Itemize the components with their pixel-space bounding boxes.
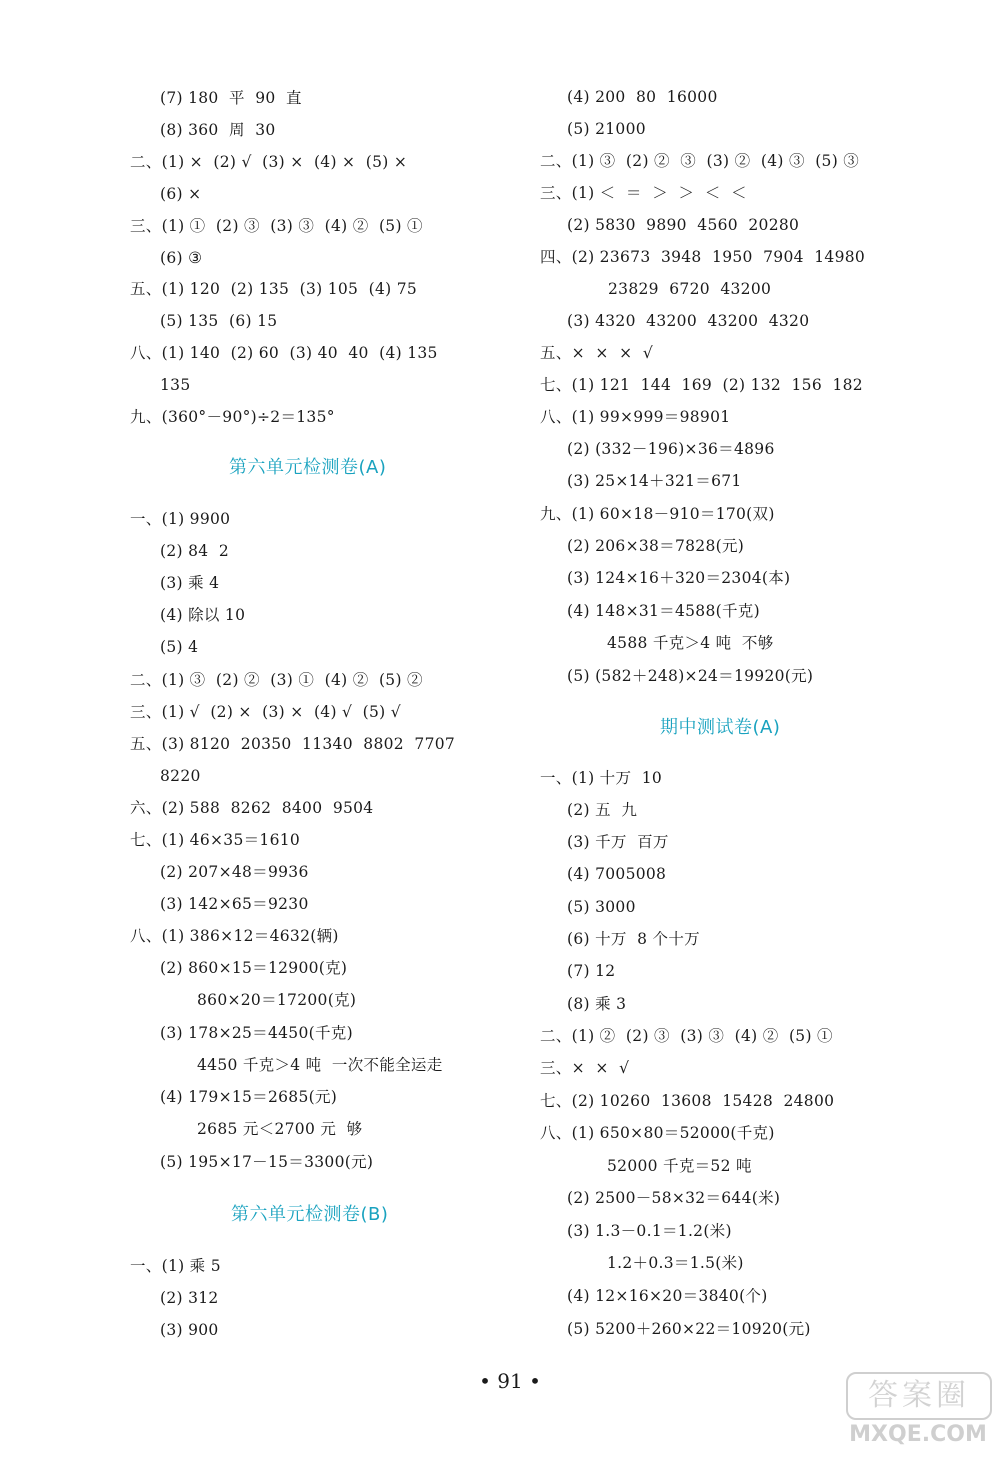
section-heading: 期中测试卷(A)	[660, 717, 781, 738]
answer-line: 2685 元＜2700 元 够	[197, 1120, 363, 1138]
answer-line: (2) 860×15＝12900(克)	[160, 959, 348, 977]
answer-line: (2) 207×48＝9936	[160, 863, 309, 881]
answer-line: (5) 135 (6) 15	[160, 312, 278, 330]
answer-line: (8) 乘 3	[567, 995, 627, 1013]
section-heading: 第六单元检测卷(A)	[229, 457, 387, 478]
answer-line: (3) 900	[160, 1321, 219, 1339]
answer-line: 4588 千克＞4 吨 不够	[607, 634, 774, 652]
answer-line: (5) 21000	[567, 120, 646, 138]
answer-line: 一、(1) 十万 10	[540, 769, 663, 787]
answer-line: (5) 4	[160, 638, 199, 656]
answer-line: (3) 1.3－0.1＝1.2(米)	[567, 1222, 732, 1240]
answer-line: (4) 除以 10	[160, 606, 246, 624]
answer-line: (5) 3000	[567, 898, 636, 916]
answer-line: 二、(1) × (2) √ (3) × (4) × (5) ×	[130, 153, 408, 171]
answer-line: 860×20＝17200(克)	[197, 991, 357, 1009]
answer-line: 六、(2) 588 8262 8400 9504	[130, 799, 374, 817]
answer-line: 二、(1) ③ (2) ② (3) ① (4) ② (5) ②	[130, 671, 423, 689]
answer-line: 一、(1) 9900	[130, 510, 231, 528]
answer-line: (5) (582＋248)×24＝19920(元)	[567, 667, 814, 685]
answer-line: 八、(1) 650×80＝52000(千克)	[540, 1124, 775, 1142]
answer-line: 23829 6720 43200	[608, 280, 772, 298]
answer-line: 九、(1) 60×18－910＝170(双)	[540, 505, 775, 523]
answer-line: 八、(1) 140 (2) 60 (3) 40 40 (4) 135	[130, 344, 438, 362]
answer-line: (2) 84 2	[160, 542, 230, 560]
answer-line: (6) ③	[160, 249, 203, 267]
answer-line: 4450 千克＞4 吨 一次不能全运走	[197, 1056, 443, 1074]
answer-line: (4) 200 80 16000	[567, 88, 718, 106]
answer-line: (3) 178×25＝4450(千克)	[160, 1024, 353, 1042]
answer-line: 五、(1) 120 (2) 135 (3) 105 (4) 75	[130, 280, 418, 298]
answer-line: (8) 360 周 30	[160, 121, 276, 139]
answer-line: (5) 5200＋260×22＝10920(元)	[567, 1320, 811, 1338]
answer-line: (7) 180 平 90 直	[160, 89, 302, 107]
answer-line: 七、(2) 10260 13608 15428 24800	[540, 1092, 835, 1110]
answer-line: (7) 12	[567, 962, 616, 980]
section-heading: 第六单元检测卷(B)	[231, 1204, 389, 1225]
answer-line: (3) 4320 43200 43200 4320	[567, 312, 810, 330]
answer-line: (4) 148×31＝4588(千克)	[567, 602, 760, 620]
answer-line: 二、(1) ② (2) ③ (3) ③ (4) ② (5) ①	[540, 1027, 833, 1045]
answer-line: (6) ×	[160, 185, 202, 203]
answer-line: (2) 五 九	[567, 801, 638, 819]
answer-line: 一、(1) 乘 5	[130, 1257, 221, 1275]
answer-line: (3) 千万 百万	[567, 833, 669, 851]
answer-line: 五、× × × √	[540, 344, 654, 362]
answer-line: 52000 千克＝52 吨	[607, 1157, 752, 1175]
answer-line: (2) (332－196)×36＝4896	[567, 440, 775, 458]
answer-line: (3) 142×65＝9230	[160, 895, 309, 913]
answer-line: 三、× × √	[540, 1059, 630, 1077]
answer-line: 三、(1) √ (2) × (3) × (4) √ (5) √	[130, 703, 401, 721]
answer-line: (2) 206×38＝7828(元)	[567, 537, 745, 555]
answer-line: 八、(1) 386×12＝4632(辆)	[130, 927, 339, 945]
answer-line: (4) 179×15＝2685(元)	[160, 1088, 338, 1106]
answer-line: (3) 乘 4	[160, 574, 220, 592]
answer-line: (6) 十万 8 个十万	[567, 930, 700, 948]
answer-line: 八、(1) 99×999＝98901	[540, 408, 731, 426]
watermark-logo: 答案圈	[846, 1372, 992, 1420]
answer-line: 五、(3) 8120 20350 11340 8802 7707	[130, 735, 456, 753]
answer-line: (5) 195×17－15＝3300(元)	[160, 1153, 374, 1171]
answer-line: 九、(360°－90°)÷2＝135°	[130, 408, 335, 426]
page-number: • 91 •	[479, 1369, 541, 1393]
answer-line: (4) 12×16×20＝3840(个)	[567, 1287, 768, 1305]
answer-line: 1.2＋0.3＝1.5(米)	[607, 1254, 744, 1272]
answer-line: 三、(1) ＜ ＝ ＞ ＞ ＜ ＜	[540, 184, 747, 202]
answer-line: (2) 2500－58×32＝644(米)	[567, 1189, 781, 1207]
answer-line: (3) 124×16＋320＝2304(本)	[567, 569, 791, 587]
answer-line: 三、(1) ① (2) ③ (3) ③ (4) ② (5) ①	[130, 217, 423, 235]
answer-line: 8220	[160, 767, 201, 785]
answer-line: 四、(2) 23673 3948 1950 7904 14980	[540, 248, 866, 266]
answer-line: (2) 5830 9890 4560 20280	[567, 216, 800, 234]
answer-line: 135	[160, 376, 191, 394]
watermark-url: MXQE.COM	[849, 1422, 987, 1447]
answer-line: 七、(1) 121 144 169 (2) 132 156 182	[540, 376, 863, 394]
answer-line: 七、(1) 46×35＝1610	[130, 831, 301, 849]
answer-line: (4) 7005008	[567, 865, 667, 883]
answer-line: (3) 25×14＋321＝671	[567, 472, 742, 490]
answer-line: 二、(1) ③ (2) ② ③ (3) ② (4) ③ (5) ③	[540, 152, 860, 170]
answer-line: (2) 312	[160, 1289, 219, 1307]
